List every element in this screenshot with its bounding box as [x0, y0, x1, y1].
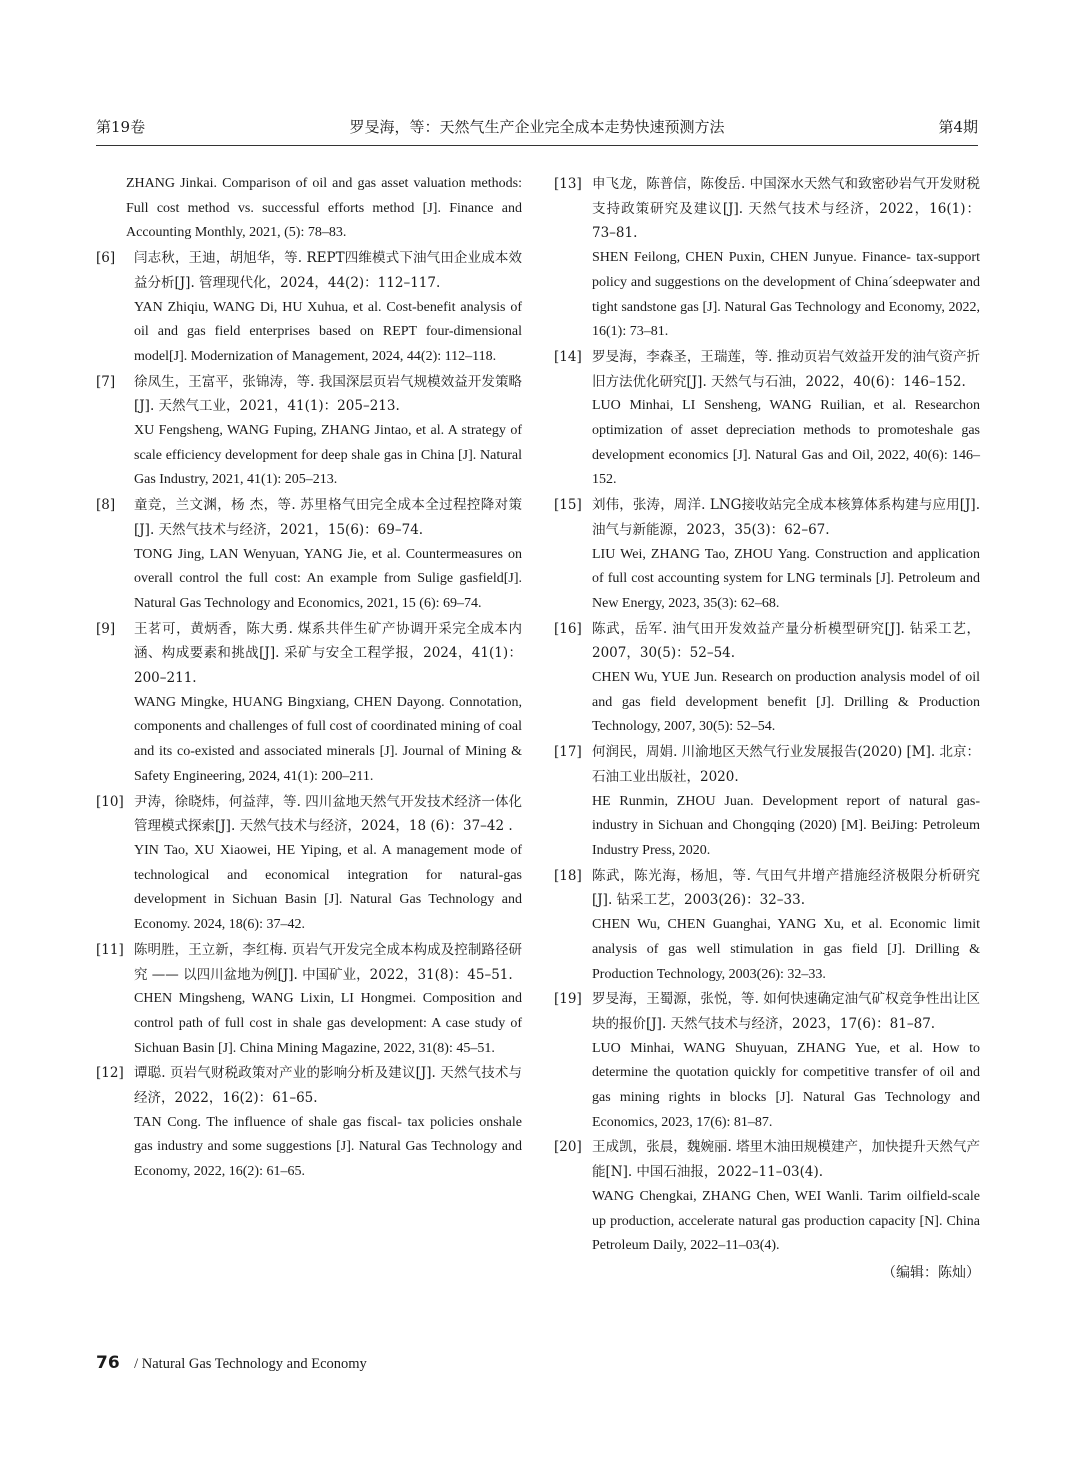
header-rule [96, 145, 978, 146]
reference-item [554, 1135, 980, 1259]
reference-number: [10] [96, 793, 124, 810]
journal-name: / Natural Gas Technology and Economy [134, 1356, 367, 1372]
volume-label: 第19卷 [96, 118, 146, 136]
reference-chinese: 申飞龙，陈普信，陈俊岳. 中国深水天然气和致密砂岩气开发财税支持政策研究及建议[J]. 天然气技术与经济，2022，16(1)：73–81. [592, 176, 980, 242]
reference-number: [12] [96, 1065, 124, 1082]
page-number: 76 [96, 1353, 120, 1373]
reference-item [96, 617, 522, 790]
reference-item [554, 740, 980, 864]
reference-english: SHEN Feilong, CHEN Puxin, CHEN Junyue. Finance- tax-support policy and suggestions on the development of China´sdeepwater and tight sandstone gas [J]. Natural Gas Technology and Economy, 2022, 16(1): 73–81. [592, 250, 980, 340]
reference-chinese: 谭聪. 页岩气财税政策对产业的影响分析及建议[J]. 天然气技术与经济，2022，16(2)：61–65. [134, 1065, 522, 1107]
reference-number: [18] [554, 867, 582, 884]
reference-item [96, 790, 522, 938]
reference-english: YAN Zhiqiu, WANG Di, HU Xuhua, et al. Cost-benefit analysis of oil and gas field enterprises based on REPT four-dimensional model[J]. Modernization of Management, 2024, 44(2): 112–118. [134, 299, 522, 364]
reference-chinese: 罗旻海，李森圣，王瑞莲，等. 推动页岩气效益开发的油气资产折旧方法优化研究[J]. 天然气与石油，2022，40(6)：146–152. [592, 348, 980, 390]
reference-chinese: 王成凯，张晨，魏婉丽. 塔里木油田规模建产，加快提升天然气产能[N]. 中国石油报，2022–11–03(4). [592, 1139, 980, 1181]
reference-item [554, 172, 980, 345]
editor-credit: （编辑：陈灿） [882, 1264, 980, 1281]
reference-number: [20] [554, 1139, 582, 1156]
reference-english: LUO Minhai, LI Sensheng, WANG Ruilian, et al. Researchon optimization of asset depreciation methods to promoteshale gas development economics [J]. Natural Gas and Oil, 2022, 40(6): 146–152. [592, 398, 980, 488]
reference-item [554, 864, 980, 988]
reference-item [554, 345, 980, 493]
reference-chinese: 陈武，陈光海，杨旭，等. 气田气井增产措施经济极限分析研究[J]. 钻采工艺，2003(26)：32–33. [592, 867, 980, 909]
reference-chinese: 尹涛，徐晓炜，何益萍，等. 四川盆地天然气开发技术经济一体化管理模式探索[J]. 天然气技术与经济，2024，18 (6)：37–42 . [134, 793, 522, 835]
reference-english: HE Runmin, ZHOU Juan. Development report of natural gas-industry in Sichuan and Chongqing (2020) [M]. BeiJing: Petroleum Industry Press, 2020. [592, 793, 980, 858]
reference-number: [8] [96, 497, 116, 514]
reference-number: [13] [554, 176, 582, 192]
reference-number: [6] [96, 250, 116, 267]
reference-chinese: 罗旻海，王蜀源，张悦，等. 如何快速确定油气矿权竞争性出让区块的报价[J]. 天然气技术与经济，2023，17(6)：81–87. [592, 991, 980, 1032]
reference-continued [96, 172, 522, 246]
running-title: 罗旻海，等：天然气生产企业完全成本走势快速预测方法 [349, 118, 725, 136]
reference-chinese: 陈明胜，王立新，李红梅. 页岩气开发完全成本构成及控制路径研究 —— 以四川盆地为例[J]. 中国矿业，2022，31(8)：45–51. [134, 941, 522, 983]
reference-chinese: 王茗可，黄炳香，陈大勇. 煤系共伴生矿产协调开采完全成本内涵、构成要素和挑战[J]. 采矿与安全工程学报，2024，41(1)：200–211. [134, 620, 522, 687]
reference-chinese: 徐凤生，王富平，张锦涛，等. 我国深层页岩气规模效益开发策略[J]. 天然气工业，2021，41(1)：205–213. [134, 373, 522, 415]
reference-chinese: 陈武，岳军. 油气田开发效益产量分析模型研究[J]. 钻采工艺，2007，30(5)：52–54. [592, 620, 980, 662]
reference-chinese: 童竞，兰文渊，杨 杰，等. 苏里格气田完全成本全过程控降对策[J]. 天然气技术与经济，2021，15(6)：69–74. [134, 497, 522, 538]
reference-chinese: 刘伟，张涛，周洋. LNG接收站完全成本核算体系构建与应用[J]. 油气与新能源，2023，35(3)：62–67. [592, 497, 980, 538]
reference-english: LIU Wei, ZHANG Tao, ZHOU Yang. Construction and application of full cost accounting system for LNG terminals [J]. Petroleum and New Energy, 2023, 35(3): 62–68. [592, 546, 980, 611]
reference-english: XU Fengsheng, WANG Fuping, ZHANG Jintao, et al. A strategy of scale efficiency development for deep shale gas in China [J]. Natural Gas Industry, 2021, 41(1): 205–213. [134, 423, 522, 488]
reference-english: TONG Jing, LAN Wenyuan, YANG Jie, et al. Countermeasures on overall control the full cost: An example from Sulige gasfield[J]. Natural Gas Technology and Economics, 2021, 15 (6): 69–74. [134, 546, 522, 611]
left-column [96, 172, 522, 1185]
reference-english: LUO Minhai, WANG Shuyuan, ZHANG Yue, et al. How to determine the quotation quickly for competitive transfer of oil and gas mining rights in blocks [J]. Natural Gas Technology and Economics, 2023, 17(6): 81–87. [592, 1040, 980, 1130]
issue-label: 第4期 [938, 118, 978, 136]
reference-english: YIN Tao, XU Xiaowei, HE Yiping, et al. A management mode of technological and economical integration for natural-gas development in Sichuan Basin [J]. Natural Gas Technology and Economy. 2024, 18(6): 37–42. [134, 842, 522, 933]
reference-english: CHEN Wu, YUE Jun. Research on production analysis model of oil and gas field development benefit [J]. Drilling & Production Technology, 2007, 30(5): 52–54. [592, 670, 980, 735]
reference-english: CHEN Wu, CHEN Guanghai, YANG Xu, et al. Economic limit analysis of gas well stimulation in gas field [J]. Drilling & Production Technology, 2003(26): 32–33. [592, 917, 980, 982]
running-header [96, 114, 978, 140]
reference-number: [16] [554, 620, 582, 637]
reference-item [554, 493, 980, 617]
reference-chinese: 何润民，周娟. 川渝地区天然气行业发展报告(2020) [M]. 北京：石油工业出版社，2020. [592, 744, 980, 785]
reference-english: WANG Chengkai, ZHANG Chen, WEI Wanli. Tarim oilfield-scale up production, accelerate natural gas production capacity [N]. China Petroleum Daily, 2022–11–03(4). [592, 1188, 980, 1254]
page-footer [96, 1351, 367, 1375]
reference-number: [15] [554, 497, 582, 514]
reference-number: [9] [96, 620, 116, 637]
reference-item [96, 1061, 522, 1185]
reference-number: [7] [96, 373, 116, 390]
reference-item [96, 370, 522, 494]
reference-item [96, 938, 522, 1062]
reference-chinese: 闫志秋，王迪，胡旭华，等. REPT四维模式下油气田企业成本效益分析[J]. 管理现代化，2024，44(2)：112–117. [134, 250, 522, 291]
reference-number: [14] [554, 348, 582, 365]
reference-item [96, 493, 522, 617]
reference-item [554, 987, 980, 1135]
reference-number: [19] [554, 991, 582, 1008]
reference-english: WANG Mingke, HUANG Bingxiang, CHEN Dayong. Connotation, components and challenges of full cost of coordinated mining of coal and its co-existed and associated minerals [J]. Journal of Mining & Safety Engineering, 2024, 41(1): 200–211. [134, 694, 523, 784]
reference-english: CHEN Mingsheng, WANG Lixin, LI Hongmei. Composition and control path of full cost in shale gas development: A case study of Sichuan Basin [J]. China Mining Magazine, 2022, 31(8): 45–51. [134, 991, 522, 1056]
right-column [554, 172, 980, 1286]
reference-number: [11] [96, 941, 124, 958]
reference-item [554, 617, 980, 741]
reference-english: TAN Cong. The influence of shale gas fiscal- tax policies onshale gas industry and some suggestions [J]. Natural Gas Technology and Economy, 2022, 16(2): 61–65. [134, 1114, 522, 1180]
reference-item [96, 246, 522, 370]
reference-number: [17] [554, 744, 582, 761]
reference-english: ZHANG Jinkai. Comparison of oil and gas asset valuation methods: Full cost method vs. successful efforts method [J]. Finance and Accounting Monthly, 2021, (5): 78–83. [126, 176, 522, 241]
